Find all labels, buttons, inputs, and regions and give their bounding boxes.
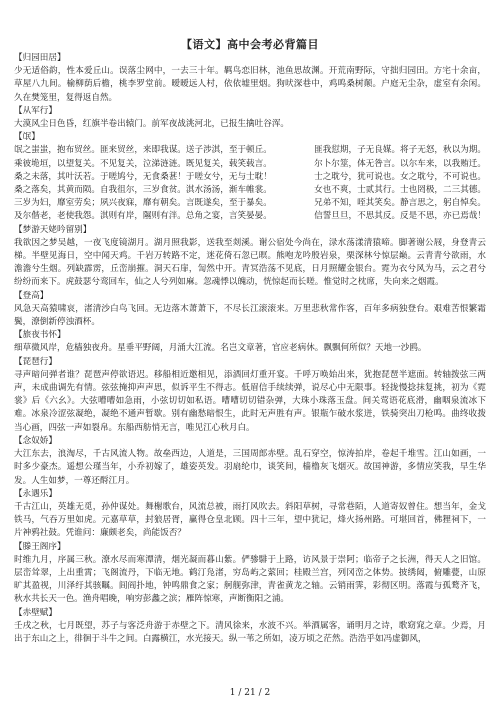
poem-line [14, 184, 486, 197]
poem-line-part: 及尔偕老，老使我怨。淇则有岸，隰则有泮。总角之宴，言笑晏晏。 [14, 211, 272, 222]
section-heading: 【旅夜书怀】 [14, 330, 66, 341]
poem-line [14, 197, 486, 210]
poem-line-part: 桑之落矣，其黄而陨。自我徂尔，三岁食贫。淇水汤汤，渐车帷裳。 [14, 185, 272, 196]
section-text: 寻声暗问弹者谁？琵琶声停欲语迟。移船相近邀相见，添酒回灯重开宴。千呼万唤始出来，犹抱琵琶半遮面。转轴拨弦三两声，未成曲调先有情。弦弦掩抑声声思，似诉平生不得志。低眉信手续续弹，说尽心中无限事。轻拢慢捻抹复挑，初为《霓裳》后《六幺》。大弦嘈嘈如急雨，小弦切切如私语。嘈嘈切切错杂弹，大珠小珠落玉盘。间关莺语花底滑，幽咽泉流冰下难。冰泉冷涩弦凝绝，凝绝不通声暂歇。别有幽愁暗恨生，此时无声胜有声。银瓶乍破水浆迸，铁骑突出刀枪鸣。曲终收拨当心画，四弦一声如裂帛。东船西舫悄无言，唯见江心秋月白。 [14, 369, 486, 433]
section-heading: 【赤壁赋】 [14, 607, 57, 618]
section-text: 时维九月，序属三秋。潦水尽而寒潭清，烟光凝而暮山紫。俨骖騑于上路，访风景于崇阿；临帝子之长洲，得天人之旧馆。层峦耸翠，上出重霄；飞阁流丹，下临无地。鹤汀凫渚，穷岛屿之萦回；桂殿兰宫，列冈峦之体势。披绣闼，俯雕甍，山原旷其盈视，川泽纡其骇瞩。闾阎扑地，钟鸣鼎食之家；舸舰弥津，青雀黄龙之轴。云销雨霁，彩彻区明。落霞与孤鹜齐飞，秋水共长天一色。渔舟唱晚，响穷彭蠡之滨；雁阵惊寒，声断衡阳之浦。 [14, 554, 486, 605]
poem-line-part: 氓之蚩蚩，抱布贸丝。匪来贸丝，来即我谋。送子涉淇，至于顿丘。 [14, 145, 272, 156]
section-text: 我欲因之梦吴越，一夜飞度镜湖月。湖月照我影，送我至剡溪。谢公宿处今尚在，渌水荡漾清猿啼。脚著谢公屐，身登青云梯。半壁见海日，空中闻天鸡。千岩万转路不定，迷花倚石忽已暝。熊咆龙吟殷岩泉，栗深林兮惊层巅。云青青兮欲雨，水澹澹兮生烟。列缺霹雳，丘峦崩摧。洞天石扉，訇然中开。青冥浩荡不见底，日月照耀金银台。霓为衣兮风为马，云之君兮纷纷而来下。虎鼓瑟兮鸾回车，仙之人兮列如麻。忽魂悸以魄动，恍惊起而长嗟。惟觉时之枕席，失向来之烟霞。 [14, 237, 486, 288]
poem-line-part: 匪我愆期，子无良媒。将子无怒，秋以为期。 [314, 145, 486, 156]
document-body [14, 52, 486, 646]
poem-line [14, 158, 486, 171]
section-heading: 【归园田居】 [14, 53, 66, 63]
section-heading: 【滕王阁序】 [14, 541, 66, 552]
section-heading: 【登高】 [14, 290, 49, 301]
section-heading: 【氓】 [14, 132, 40, 143]
section-heading: 【琵琶行】 [14, 356, 57, 367]
poem-line-part: 三岁为妇，靡室劳矣；夙兴夜寐，靡有朝矣。言既遂矣，至于暴矣。 [14, 198, 272, 209]
section-heading: 【从军行】 [14, 105, 57, 116]
poem-line-part: 信誓旦旦，不思其反。反是不思，亦已焉哉！ [314, 211, 486, 222]
poem-line [14, 210, 486, 223]
section-heading: 【永遇乐】 [14, 488, 57, 499]
section-heading: 【念奴娇】 [14, 435, 57, 446]
section-text: 大江东去，浪淘尽，千古风流人物。故垒西边，人道是，三国周郎赤壁。乱石穿空，惊涛拍岸，卷起千堆雪。江山如画，一时多少豪杰。遥想公瑾当年，小乔初嫁了，雄姿英发。羽扇纶巾，谈笑间，樯橹灰飞烟灭。故国神游，多情应笑我，早生华发。人生如梦，一尊还酹江月。 [14, 449, 486, 486]
poem-line-part: 士之耽兮，犹可说也。女之耽兮，不可说也。 [314, 171, 486, 182]
poem-line-part: 兄弟不知，咥其笑矣。静言思之，躬自悼矣。 [314, 198, 486, 209]
poem-line [14, 144, 486, 157]
poem-line-part: 女也不爽，士贰其行。士也罔极，二三其德。 [314, 185, 486, 196]
section-heading: 【梦游天姥吟留别】 [14, 224, 92, 235]
poem-line-part: 尔卜尔筮，体无咎言。以尔车来，以我贿迁。 [314, 158, 486, 169]
poem-line-part: 桑之未落，其叶沃若。于嗟鸠兮，无食桑葚！于嗟女兮，无与士耽！ [14, 171, 272, 182]
section-text: 千古江山，英雄无觅，孙仲谋处。舞榭歌台，风流总被，雨打风吹去。斜阳草树，寻常巷陌，人道寄奴曾住。想当年，金戈铁马，气吞万里如虎。元嘉草草，封狼居胥，赢得仓皇北顾。四十三年，望中犹记，烽火扬州路。可堪回首，佛狸祠下，一片神鸦社鼓。凭谁问：廉颇老矣，尚能饭否？ [14, 501, 486, 539]
poem-line-part: 乘彼垝垣，以望复关。不见复关，泣涕涟涟。既见复关，载笑载言。 [14, 158, 272, 169]
page-title: 【语文】高中会考必背篇目 [181, 38, 319, 51]
section-text: 风急天高猿啸哀，渚清沙白鸟飞回。无边落木萧萧下，不尽长江滚滚来。万里悲秋常作客，百年多病独登台。艰难苦恨繁霜鬓，潦倒新停浊酒杯。 [14, 303, 486, 328]
page-footer: 1 / 21 / 2 [229, 688, 271, 698]
section-text: 大漠风尘日色昏，红旗半卷出辕门。前军夜战洮河北，已报生擒吐谷浑。 [14, 119, 290, 130]
section-text: 细草微风岸，危樯独夜舟。星垂平野阔，月涌大江流。名岂文章著，官应老病休。飘飘何所似？天地一沙鸥。 [14, 343, 427, 354]
section-text: 壬戌之秋，七月既望，苏子与客泛舟游于赤壁之下。清风徐来，水波不兴。举酒属客，诵明月之诗，歌窈窕之章。少焉，月出于东山之上，徘徊于斗牛之间。白露横江，水光接天。纵一苇之所如，凌万顷之茫然。浩浩乎如冯虚御风， [14, 620, 486, 644]
poem-line [14, 171, 486, 184]
section-text: 少无适俗韵，性本爱丘山。误落尘网中，一去三十年。羁鸟恋旧林，池鱼思故渊。开荒南野际，守拙归园田。方宅十余亩，草屋八九间。榆柳荫后檐，桃李罗堂前。暧暧远人村，依依墟里烟。狗吠深巷中，鸡鸣桑树颠。户庭无尘杂，虚室有余闲。久在樊笼里，复得返自然。 [14, 66, 486, 103]
